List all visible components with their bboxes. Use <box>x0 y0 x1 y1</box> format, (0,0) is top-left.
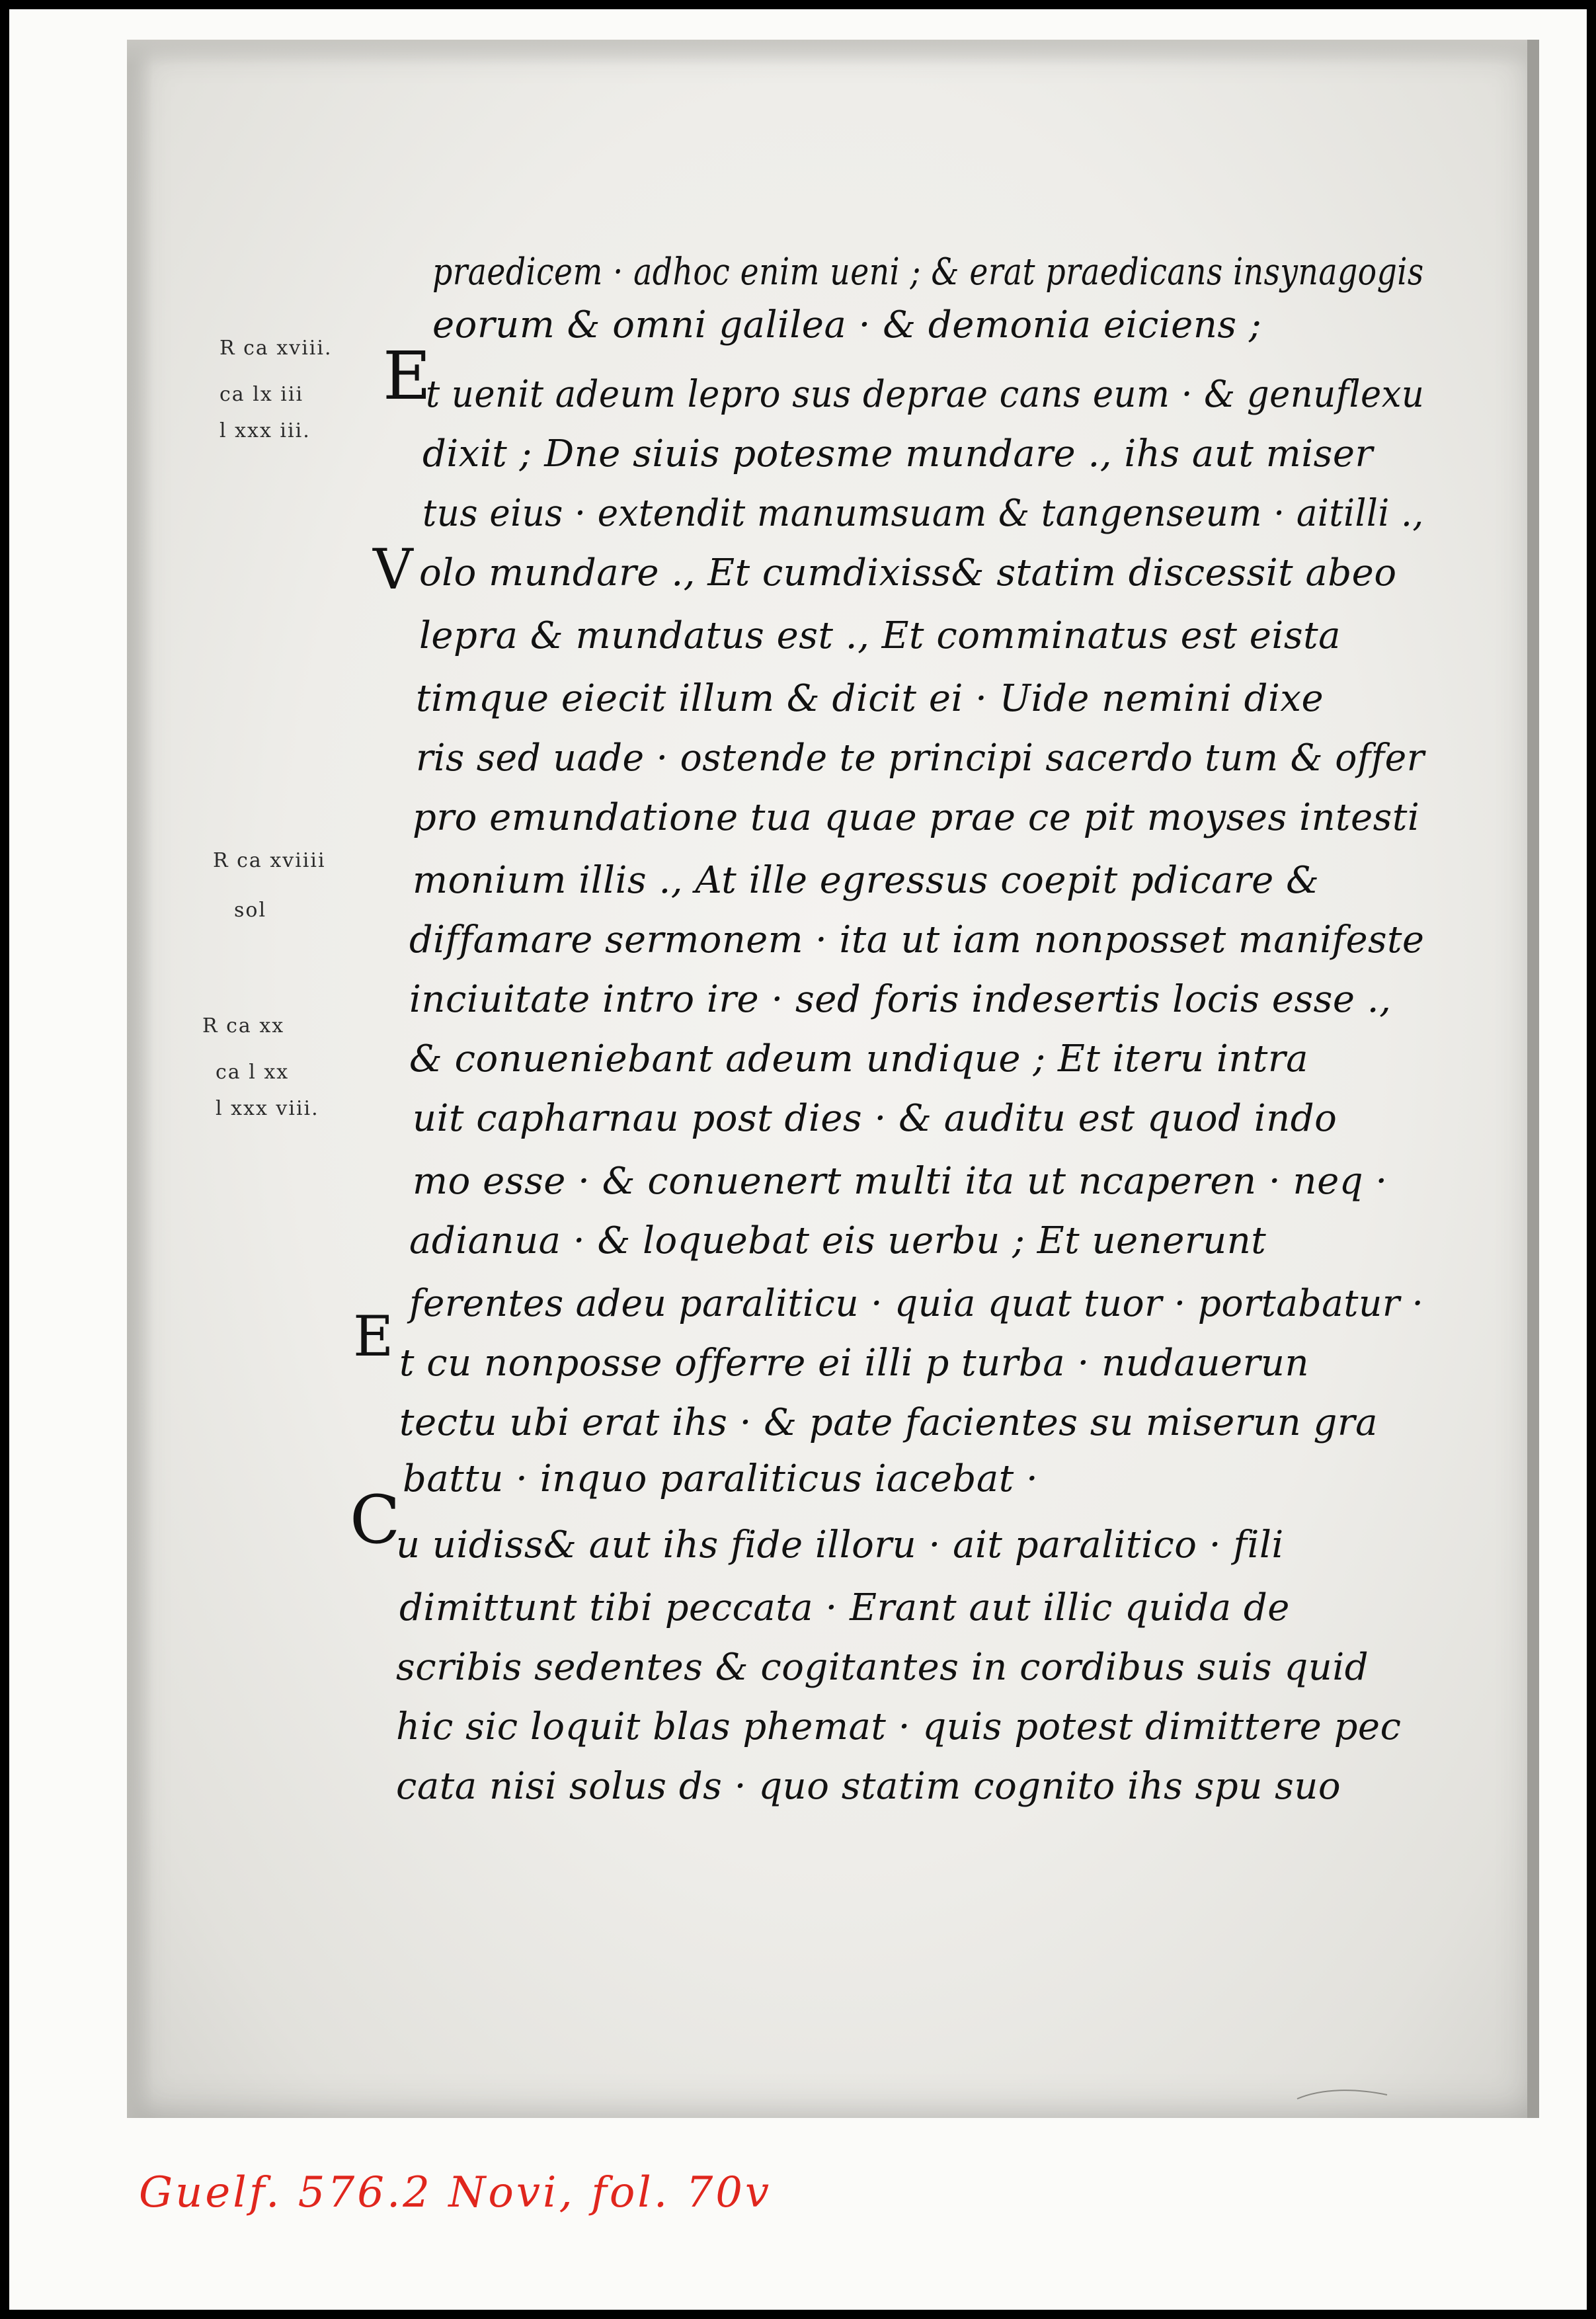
marginal-note: l xxx viii. <box>216 1097 319 1120</box>
initial-letter: C <box>350 1481 401 1559</box>
initial-letter: E <box>353 1304 394 1369</box>
text-line: mo esse · & conuenert multi ita ut ncaperen · neq · <box>413 1160 1388 1203</box>
text-line: dixit ; Dne siuis potesme mundare ., ihs aut miser <box>422 432 1373 475</box>
text-line: ferentes adeu paraliticu · quia quat tuor · portabatur · <box>409 1282 1424 1325</box>
marginal-note: R ca xviiii <box>213 849 326 872</box>
marginal-note: l xxx iii. <box>219 419 311 442</box>
text-line: cata nisi solus ds · quo statim cognito ihs spu suo <box>396 1765 1341 1808</box>
photo-top-shadow <box>127 40 1539 66</box>
marginal-note: sol <box>234 899 267 922</box>
text-line: tus eius · extendit manumsuam & tangenseum · aitilli ., <box>422 492 1424 535</box>
text-line: scribis sedentes & cogitantes in cordibus suis quid <box>396 1646 1369 1689</box>
text-line: ris sed uade · ostende te principi sacerdo tum & offer <box>416 737 1425 780</box>
text-line: u uidiss& aut ihs fide illoru · ait paralitico · fili <box>396 1524 1284 1566</box>
text-line: dimittunt tibi peccata · Erant aut illic quida de <box>399 1586 1290 1629</box>
initial-letter: V <box>373 537 413 602</box>
marginal-note: R ca xviii. <box>219 337 333 360</box>
photo-scratch-mark <box>1296 2086 1388 2101</box>
text-line: timque eiecit illum & dicit ei · Uide nemini dixe <box>416 677 1324 720</box>
text-line: uit capharnau post dies · & auditu est quod indo <box>413 1097 1337 1140</box>
text-line: t cu nonposse offerre ei illi p turba · nudauerun <box>399 1342 1310 1385</box>
text-line: olo mundare ., Et cumdixiss& statim discessit abeo <box>419 551 1397 594</box>
marginal-note: R ca xx <box>202 1014 285 1037</box>
marginal-note: ca l xx <box>216 1061 290 1084</box>
text-line: adianua · & loquebat eis uerbu ; Et uenerunt <box>409 1219 1267 1262</box>
marginal-note: ca lx iii <box>219 383 304 406</box>
text-line: eorum & omni galilea · & demonia eiciens ; <box>432 304 1262 346</box>
photo-right-edge <box>1527 40 1539 2118</box>
text-line: & conueniebant adeum undique ; Et iteru intra <box>409 1037 1308 1080</box>
initial-letter: E <box>383 337 431 415</box>
text-line: pro emundatione tua quae prae ce pit moyses intesti <box>413 796 1420 839</box>
text-line: battu · inquo paraliticus iacebat · <box>403 1457 1039 1500</box>
text-line: diffamare sermonem · ita ut iam nonposset manifeste <box>409 918 1425 961</box>
text-line: praedicem · adhoc enim ueni ; & erat praedicans insynagogis <box>432 251 1424 294</box>
text-line: inciuitate intro ire · sed foris indesertis locis esse ., <box>409 978 1392 1021</box>
photo-left-shadow <box>127 40 153 2118</box>
text-line: monium illis ., At ille egressus coepit pdicare & <box>413 859 1320 902</box>
text-line: lepra & mundatus est ., Et comminatus est eista <box>419 614 1341 657</box>
text-line: hic sic loquit blas phemat · quis potest dimittere pec <box>396 1705 1402 1748</box>
text-line: t uenit adeum lepro sus deprae cans eum · & genuflexu <box>426 373 1425 416</box>
text-line: tectu ubi erat ihs · & pate facientes su miserun gra <box>399 1401 1378 1444</box>
shelfmark-caption: Guelf. 576.2 Novi, fol. 70v <box>139 2168 772 2217</box>
